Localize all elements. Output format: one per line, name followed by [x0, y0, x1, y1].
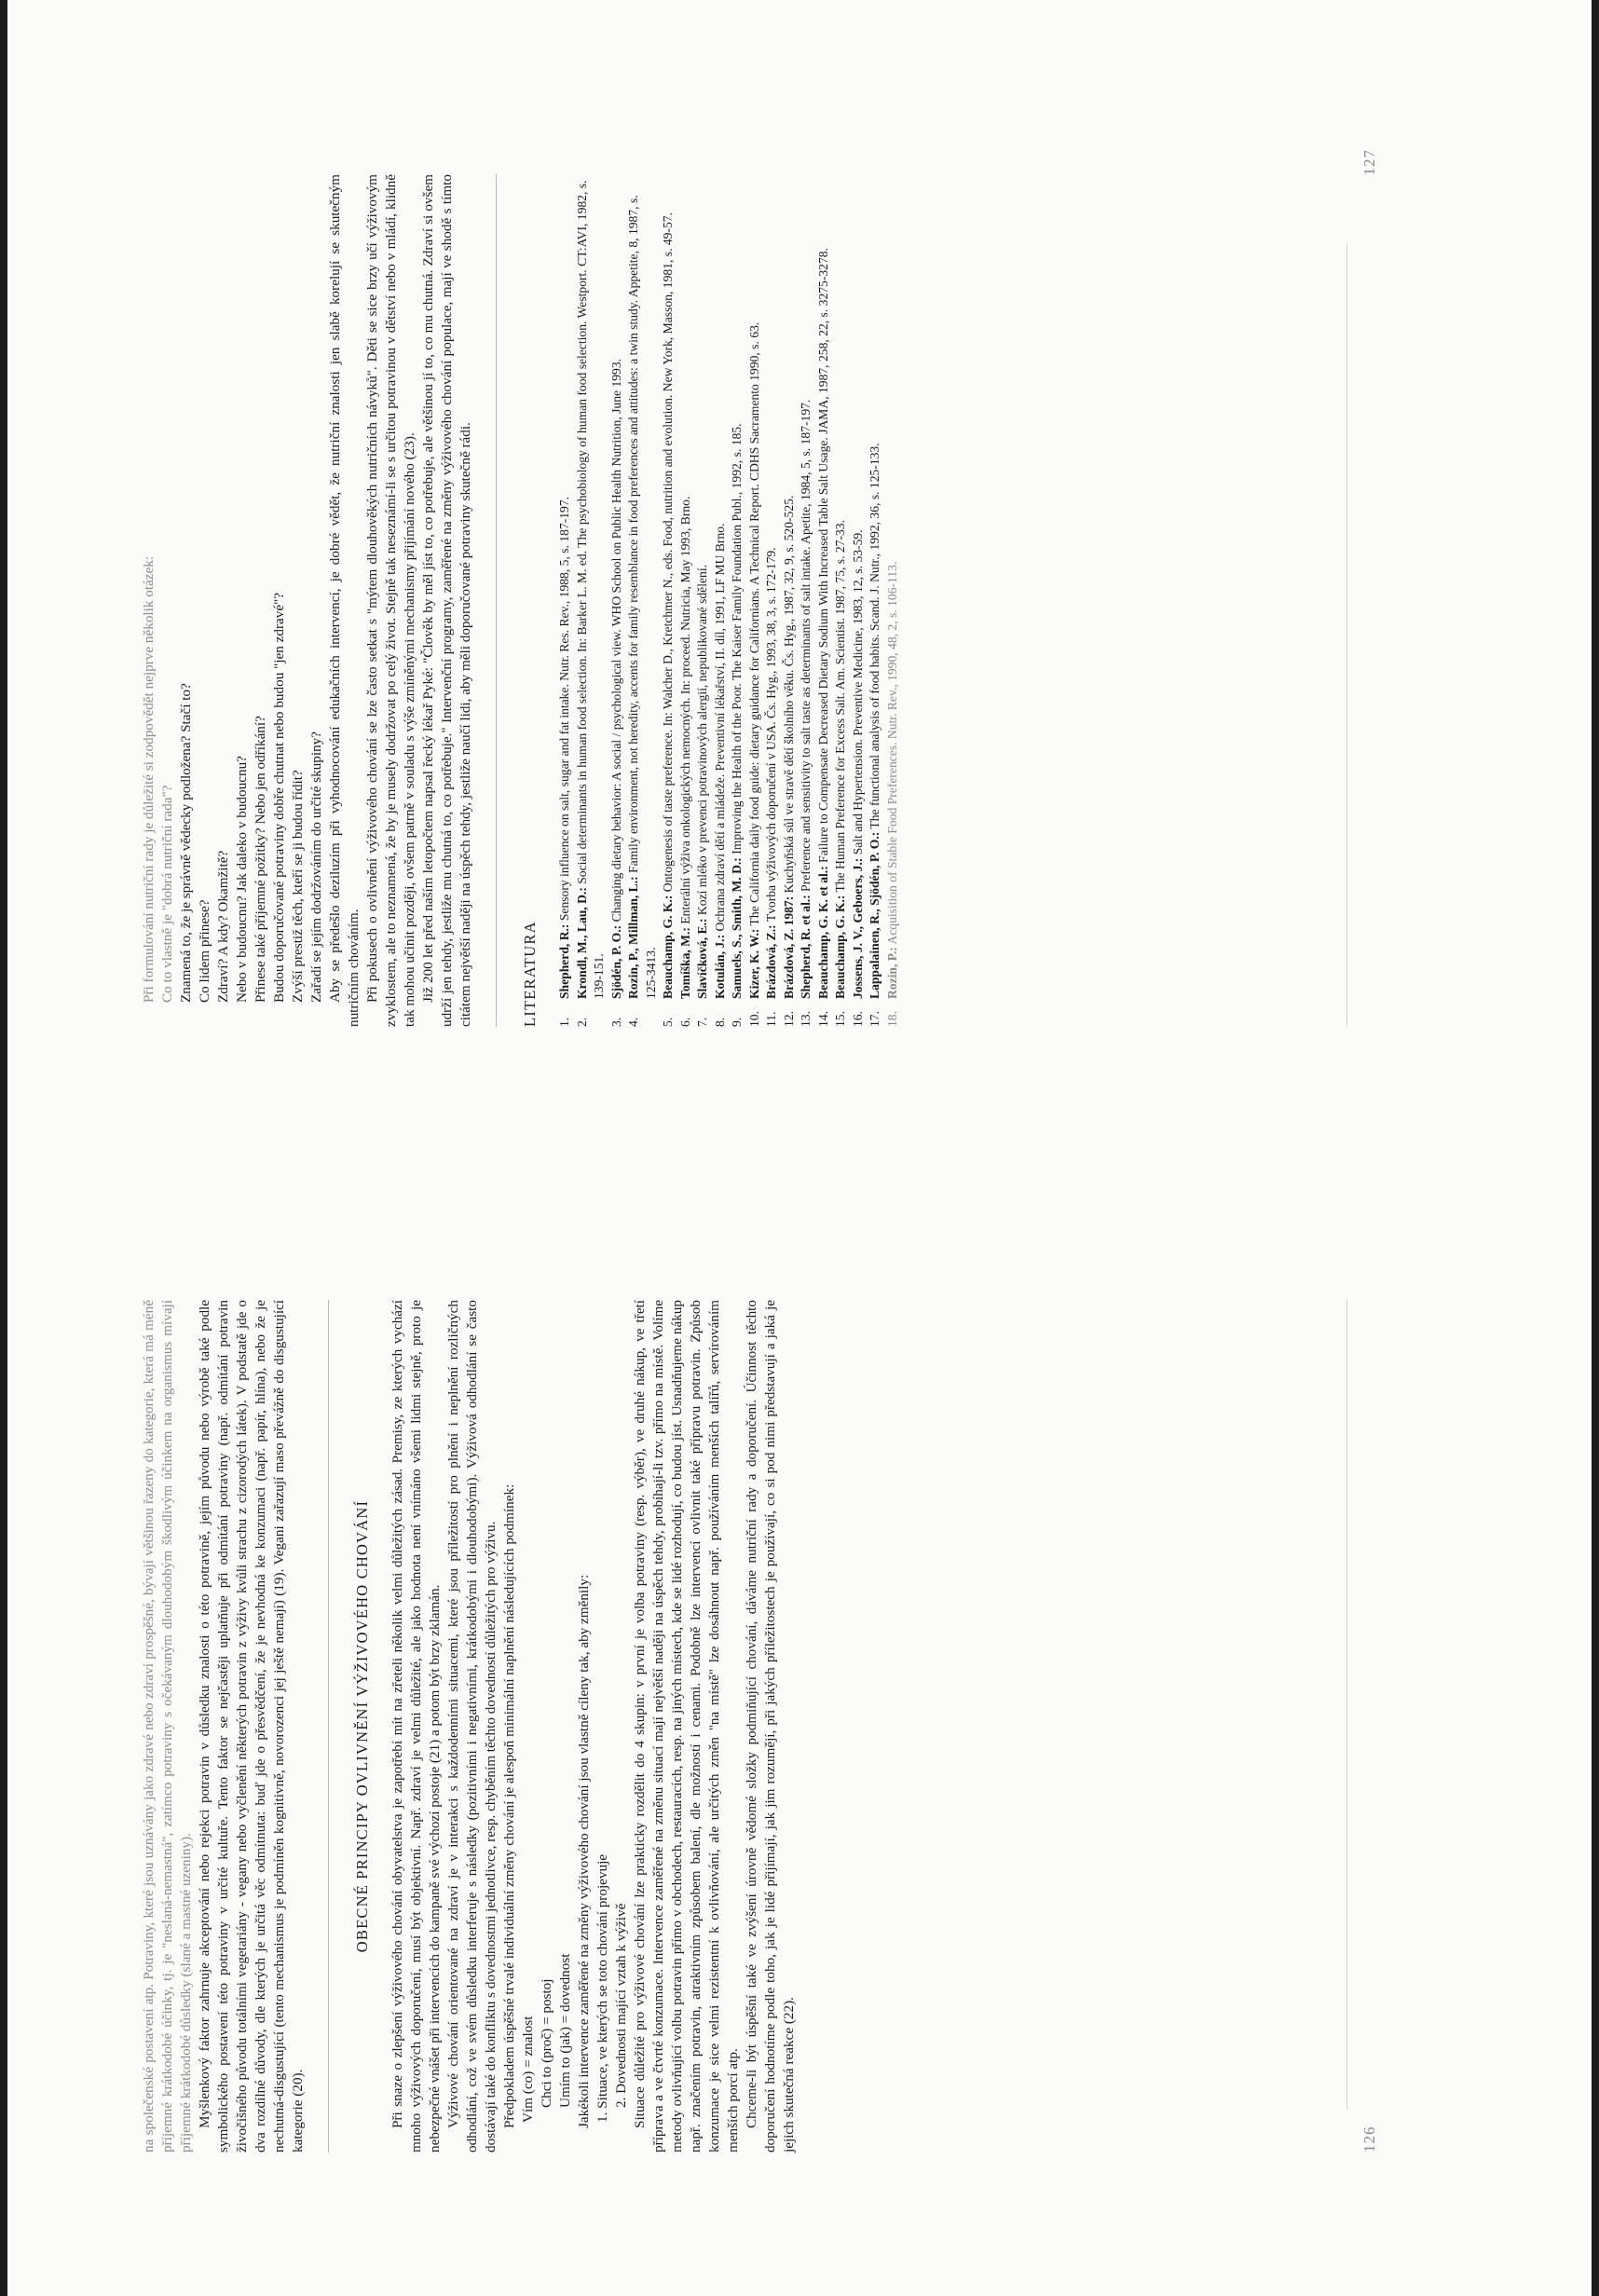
paragraph-advice: Chceme-li být úspěšní také ve zvýšení úrovně vědomé složky podmiňující chování, dáváme nutriční rady a doporučení. Účinnost těchto doporučení hodnotíme podle toho, jak je lidé přijímají, jak jim rozumějí, při jakých příležitostech je používají, co si pod nimi představují a jaká je jejich skutečná reakce (22).	[744, 1300, 797, 2152]
condition-item: Vím (co) = znalost	[520, 2016, 536, 2123]
paragraph-disillusion: Aby se předešlo deziluzím při vyhodnocování edukačních intervencí, je dobré vědět, že nutriční znalosti jen slabě korelují se skutečným nutričním chováním.	[327, 174, 362, 1027]
changes-list	[594, 1300, 631, 2152]
paragraph-principles-1: Při snaze o zlepšení výživového chování obyvatelstva je zapotřebí mít na zřeteli několik velmi důležitých zásad. Premisy, ze kterých vychází mnoho výživových doporučení, musí být objektivní. Např. zdraví je velmi důležité, ale jako hodnota není vnímáno všemi lidmi stejně, proto je nebezpečné vnášet při intervencích do kampaně své výchozí postoje (21) a potom být brzy zklamán.	[390, 1300, 443, 2152]
reference-item: 14. Beauchamp, G. K. et al.: Failure to Compensate Decreased Dietary Sodium With Increased Table Salt Usage. JAMA, 1987, 258, 22, s. 3275-3278.	[815, 248, 830, 1027]
paragraph-continued: na společenské postavení atp. Potraviny, které jsou uznávány jako zdravé nebo zdraví prospěšné, bývají většinou řazeny do kategorie, která má méně příjemné krátkodobé účinky, tj. je "neslaná-nemastná", zatímco potraviny s očekávaným dlouhodobým škodlivým účinkem na organismus mívají příjemné krátkodobé důsledky (slané a mastné uzeniny).	[141, 1300, 194, 2152]
reference-item: 1. Shepherd, R.: Sensory influence on salt, sugar and fat intake. Nutr. Res. Rev., 1988, 5, s. 187-197.	[557, 496, 571, 1027]
question-item: Znamená to, že je správně vědecky podložena? Stačí to?	[178, 683, 194, 1003]
page-number: 126	[1360, 2125, 1378, 2152]
question-item: Budou doporučované potraviny dobře chutnat nebo budou "jen zdravé"?	[271, 592, 287, 1003]
paragraph-pyke-quote: Již 200 let před naším letopočtem napsal řecký lékař Pyké: "Člověk by měl jíst to, co potřebuje, ale většinou jí to, co mu chutná. Zdraví si ovšem udrží jen tehdy, jestliže mu chutná to, co potřebuje." Intervenční programy, zaměřené na změny výživového chování populace, mají ve shodě s tímto citátem největší naději na úspěch tehdy, jestliže naučí lidi, aby měli doporučované potraviny skutečně rádi.	[420, 174, 473, 1027]
left-page-column	[140, 1300, 799, 2152]
reference-item: 11. Brázdová, Z.: Tvorba výživových doporučení v USA. Čs. Hyg., 1993, 38, 3, s. 172-179.	[764, 547, 778, 1027]
condition-item: Chci to (proč) = postoj	[539, 1978, 554, 2108]
condition-item: Umím to (jak) = dovednost	[557, 1953, 573, 2108]
reference-item: 16. Jossens, J. V., Geboers, J.: Salt and Hypertension. Preventive Medicine, 1983, 12, s. 53-59.	[850, 529, 865, 1027]
references-list	[556, 174, 901, 1027]
section-heading: OBECNÉ PRINCIPY OVLIVNĚNÍ VÝŽIVOVÉHO CHOVÁNÍ	[353, 1499, 371, 1953]
page-number: 127	[1360, 149, 1378, 176]
reference-item: 15. Beauchamp, G. K.: The Human Preference for Excess Salt. Am. Scientist. 1987, 75, s. 27-33.	[833, 520, 847, 1027]
question-item: Nebo v budoucnu? Jak daleko v budoucnu?	[234, 756, 250, 1003]
reference-item: 4. Rozin, P., Millman, L.: Family environment, not heredity, accents for family resemblance in food preferences and attitudes: a twin study. Appetite, 8, 1987, s. 125-3413.	[626, 195, 658, 1027]
reference-item: 17. Lappalainen, R., Sjödén, P. O.: The functional analysis of food habits. Scand. J. Nutr., 1992, 36, s. 125-133.	[868, 443, 882, 1027]
question-item: Zvýší prestiž těch, kteří se ji budou řídit?	[290, 770, 306, 1003]
reference-item: 5. Beauchamp, G. K.: Ontogenesis of taste preference. In: Walcher D., Kretchmer N., eds. Food, nutrition and evolution. New York, Masson, 1981, s. 49-57.	[661, 212, 675, 1027]
paragraph-cognitive-factor: Myšlenkový faktor zahrnuje akceptování nebo rejekci potravin v důsledku znalosti o této potravině, jejím původu nebo výrobě také podle symbolického postavení této potraviny v určité kultuře. Tento faktor se nejčastěji uplatňuje při odmítání potraviny (např. odmítání potravin živočišného původu totálními vegetariány - vegany nebo vyčlenění některých potravin z výživy kvůli strachu z cizorodých látek). V podstatě jde o dva rozdílné důvody, dle kterých je určitá věc odmítnuta: buď jde o přesvědčení, že je nevhodná ke konzumaci (např. papír, hlína), nebo že je nechutná-disgustující (tento mechanismus je podmíněn kognitivně, novorozenci jej ještě nemají) (19). Vegani zařazují maso převážně do disgustující kategorie (20).	[197, 1300, 306, 2152]
change-item: 1. Situace, ve kterých se toto chování projevuje	[594, 1853, 610, 2123]
paragraph-questions-intro: Při formulování nutriční rady je důležité si zodpovědět nejprve několik otázek:	[141, 555, 157, 1003]
footer-rule	[1346, 1299, 1347, 2110]
paragraph-situations: Situace důležité pro výživové chování lze prakticky rozdělit do 4 skupin: v první je volba potraviny (resp. výběr), ve druhé nákup, ve třetí příprava a ve čtvrté konzumace. Intervence zaměřené na změnu situací mají největší naději na úspěch tehdy, probíhají-li tzv. přímo na místě. Volíme metody ovlivňující volbu potravin přímo v obchodech, restauracích, resp. na jiných místech, kde se lidé rozhodují, co budou jíst. Usnadňujeme nákup např. značením potravin, atraktivním způsobem balení, dle možností i cenami. Podobně lze intervencí ovlivnit také přípravu potravin. Způsob konzumace je sice velmi rezistentní k ovlivňování, ale určitých změn "na místě" lze dosáhnout např. používáním menších talířů, servírováním menších porcí atp.	[632, 1300, 741, 2152]
footer-rule	[1346, 244, 1347, 1027]
paragraph-principles-3: Předpokladem úspěšné trvalé individuální změny chování je alespoň minimální naplnění následujících podmínek:	[501, 1483, 517, 2128]
paragraph-interventions: Jakékoli intervence zaměřené na změny výživového chování jsou vlastně cíleny tak, aby změnily:	[576, 1574, 592, 2128]
reference-item: 9. Samuels, S., Smith, M. D.: Improving the Health of the Poor. The Kaiser Family Foundation Publ., 1992, s. 185.	[730, 423, 744, 1027]
references-heading: LITERATURA	[521, 921, 539, 1027]
reference-item: 6. Tomíška, M.: Enterální výživa onkologických nemocných. In: proceed. Nutricia, May 1993, Brno.	[677, 496, 692, 1027]
conditions-list	[519, 1300, 575, 2152]
change-item: 2. Dovednosti mající vztah k výživě	[613, 1903, 629, 2108]
paragraph-principles-2: Výživové chování orientované na zdraví je v interakci s každodenními situacemi, které jsou příležitostí pro plnění i neplnění rozličných odhodlání, což ve svém důsledku interferuje s následky (pozitivními i negativními, krátkodobými i dlouhodobými). Výživová odhodlání se často dostávají také do konfliktu s dovednostmi jednotlivce, resp. chyběním těchto dovedností důležitých pro výživu.	[445, 1300, 499, 2152]
section-divider	[496, 174, 497, 1027]
reference-item: 13. Shepherd, R. et al.: Preference and sensitivity to salt taste as determinants of salt intake. Apetite, 1984, 5, s. 187-197.	[799, 399, 813, 1027]
section-divider	[328, 1300, 329, 2152]
reference-item: 7. Slavíčková, E.: Kozí mléko v prevenci potravinových alergií, nepublikované sdělení.	[695, 564, 709, 1027]
question-item: Přinese také příjemné požitky? Nebo jen odříkání?	[253, 716, 268, 1003]
question-item: Zdraví? A kdy? Okamžitě?	[215, 850, 231, 1003]
questions-list	[158, 174, 326, 1027]
right-page-column	[140, 174, 901, 1027]
reference-item: 3. Sjödén, P. O.: Changing dietary behavior: A social / psychological view. WHO School on Public Health Nutrition, June 1993.	[608, 358, 623, 1027]
reference-item: 18. Rozin, P.: Acquisition of Stable Food Preferences. Nutr. Rev., 1990, 48, 2, s. 106-113.	[884, 561, 899, 1027]
reference-item: 10. Kizer, K. W.: The California daily food guide: dietary guidance for Californians. A Technical Report. CDHS Sacramento 1990, s. 63.	[746, 321, 761, 1027]
reference-item: 2. Krondl, M., Lau, D.: Social determinants in human food selection. In: Barker L. M. ed. The psychobiology of human food selection. Westport. CT:AVI, 1982, s. 139-151.	[574, 180, 606, 1027]
question-item: Co to vlastně je "dobrá nutriční rada"?	[159, 785, 175, 1003]
question-item: Zařadí se jejím dodržováním do určité skupiny?	[308, 731, 324, 1003]
reference-item: 12. Brázdová, Z. 1987: Kuchyňská sůl ve stravě dětí školního věku. Čs. Hyg., 1987, 32, 9, s. 520-525.	[781, 495, 796, 1027]
reference-item: 8. Kotulán, J.: Ochrana zdraví dětí a mládeže. Preventivní lékařství, II. díl, 1991, LF MU Brno.	[712, 523, 727, 1027]
paragraph-myth: Při pokusech o ovlivnění výživového chování se lze často setkat s "mýtem dlouhověkých nutričních návyků". Děti se sice brzy učí výživovým zvyklostem, ale to neznamená, že by je musely dodržovat po celý život. Stejně tak neseznámí-li se s určitou potravinou v dětství nebo v mládí, klidně tak mohou učinit později, ovšem patrně v souladu s výše zmíněnými mechanismy přijímání nového (23).	[364, 174, 417, 1027]
left-page	[0, 1148, 1599, 2296]
question-item: Co lidem přinese?	[197, 899, 212, 1003]
